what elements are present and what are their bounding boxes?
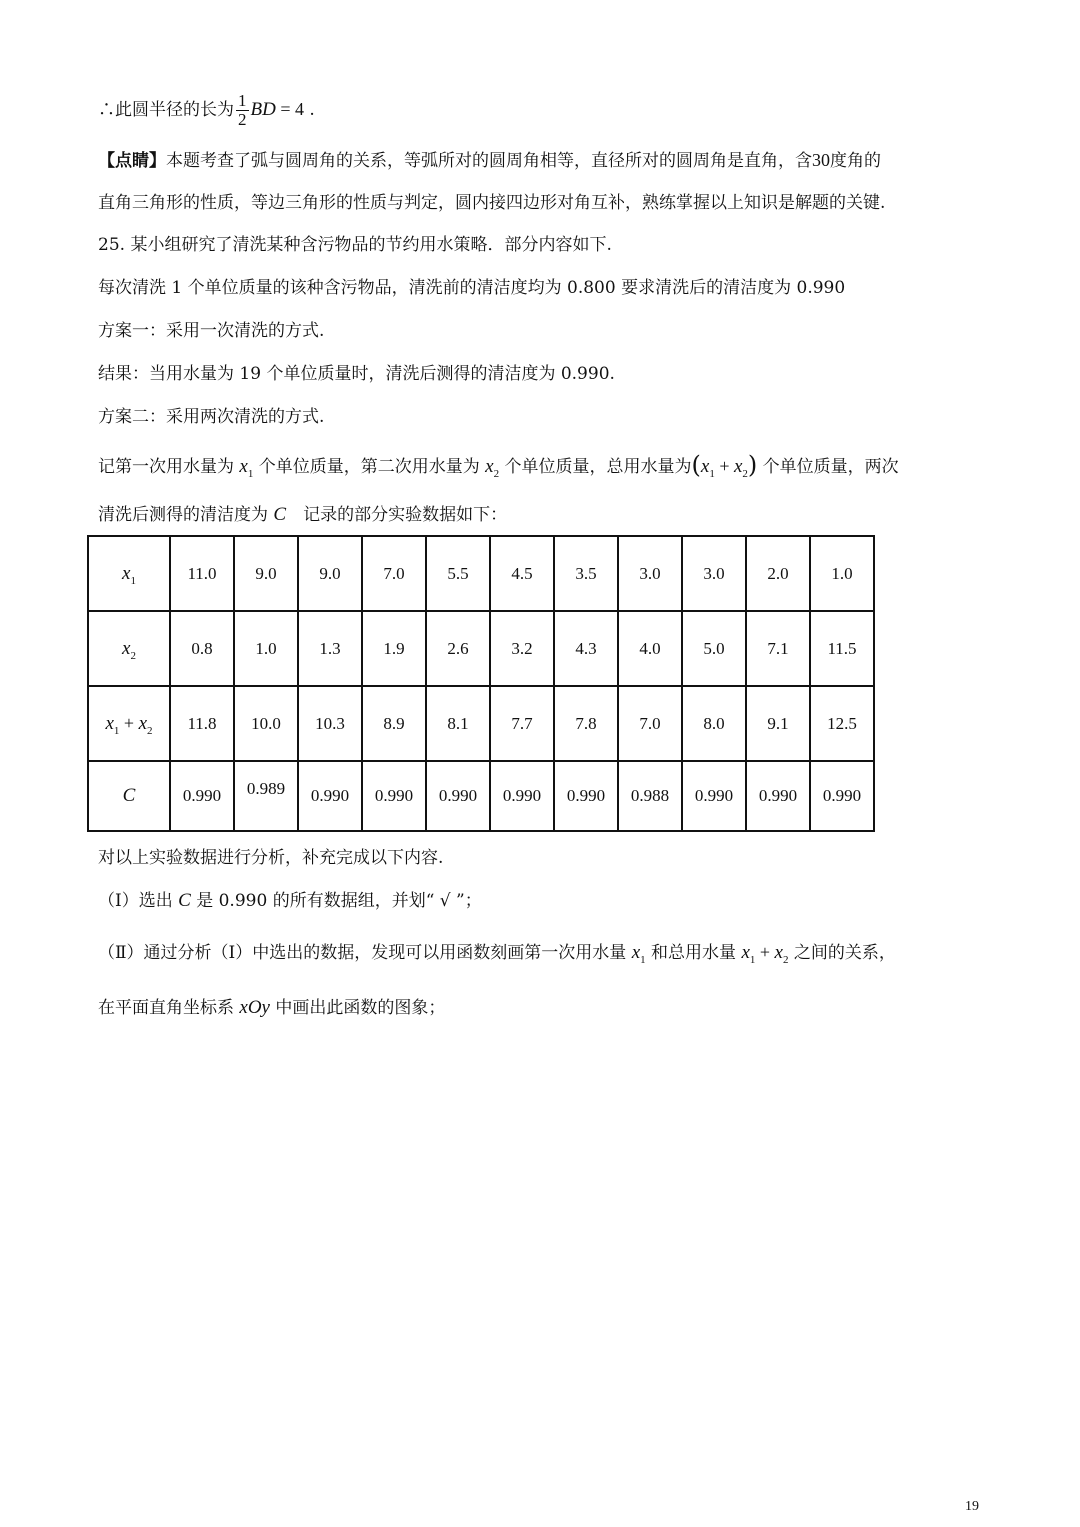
table-cell: 11.8 bbox=[170, 686, 234, 761]
fraction-denominator: 2 bbox=[238, 110, 247, 129]
cell-value: 0.989 bbox=[246, 779, 286, 798]
var-c: C bbox=[273, 504, 287, 525]
cleanliness-definition bbox=[98, 503, 507, 527]
var-x: x bbox=[239, 456, 248, 477]
table-cell: 0.990 bbox=[170, 761, 234, 831]
table-row-x2 bbox=[88, 611, 874, 686]
table-cell: 7.8 bbox=[554, 686, 618, 761]
table-cell: 4.3 bbox=[554, 611, 618, 686]
number-30: 30 bbox=[812, 150, 830, 170]
right-paren: ) bbox=[747, 451, 758, 479]
subscript: 2 bbox=[147, 724, 153, 737]
comment-label: 【点睛】 bbox=[98, 151, 166, 171]
table-cell: 0.990 bbox=[490, 761, 554, 831]
var-x: x bbox=[631, 942, 641, 963]
table-cell: 3.2 bbox=[490, 611, 554, 686]
text: 记第一次用水量为 bbox=[98, 457, 240, 477]
table-cell: 2.6 bbox=[426, 611, 490, 686]
plus: + bbox=[119, 712, 139, 733]
part-one bbox=[98, 889, 482, 913]
text: 个单位质量，两次 bbox=[757, 457, 899, 477]
table-cell: 1.0 bbox=[810, 536, 874, 611]
var-x: x bbox=[700, 456, 710, 477]
page-number: 19 bbox=[965, 1499, 979, 1514]
comment-line-1 bbox=[98, 148, 881, 173]
subscript: 2 bbox=[493, 468, 500, 480]
plan-one-result: 结果：当用水量为 19 个单位质量时，清洗后测得的清洁度为 0.990. bbox=[98, 364, 615, 384]
text: 本题考查了弧与圆周角的关系，等弧所对的圆周角相等，直径所对的圆周角是直角，含 bbox=[166, 151, 812, 171]
plus: + bbox=[714, 456, 734, 476]
var-c: C bbox=[178, 890, 191, 911]
table-cell: 1.0 bbox=[234, 611, 298, 686]
table-cell: 10.3 bbox=[298, 686, 362, 761]
table-cell: 1.9 bbox=[362, 611, 426, 686]
table-cell: 7.0 bbox=[618, 686, 682, 761]
table-cell: 0.8 bbox=[170, 611, 234, 686]
variable-definition bbox=[98, 452, 899, 481]
text: （Ⅱ）通过分析（Ⅰ）中选出的数据，发现可以用函数刻画第一次用水量 bbox=[98, 943, 632, 963]
row-header-x1 bbox=[88, 536, 170, 611]
subscript: 1 bbox=[640, 954, 646, 966]
table-cell: 8.1 bbox=[426, 686, 490, 761]
problem-25-title: 25. 某小组研究了清洗某种含污物品的节约用水策略．部分内容如下. bbox=[98, 235, 612, 255]
table-cell: 0.990 bbox=[298, 761, 362, 831]
text: 度角的 bbox=[830, 151, 881, 171]
text: 个单位质量，总用水量为 bbox=[499, 457, 692, 477]
equals-four: = 4 bbox=[275, 99, 304, 119]
subscript: 1 bbox=[749, 954, 756, 966]
var-x: x bbox=[733, 456, 743, 477]
var-x: x bbox=[122, 562, 131, 584]
table-cell: 3.0 bbox=[682, 536, 746, 611]
text: （Ⅰ）选出 bbox=[98, 891, 179, 911]
table-row-x1 bbox=[88, 536, 874, 611]
table-cell: 5.0 bbox=[682, 611, 746, 686]
experiment-data-table bbox=[87, 535, 875, 832]
table-cell: 0.990 bbox=[682, 761, 746, 831]
table-cell: 2.0 bbox=[746, 536, 810, 611]
row-header-c bbox=[88, 761, 170, 831]
part-two-continued bbox=[98, 996, 445, 1020]
table-cell: 0.990 bbox=[362, 761, 426, 831]
plan-one: 方案一：采用一次清洗的方式. bbox=[98, 321, 325, 341]
text: 是 0.990 的所有数据组，并划“ √ ”； bbox=[190, 891, 482, 911]
table-cell: 3.0 bbox=[618, 536, 682, 611]
plan-two: 方案二：采用两次清洗的方式. bbox=[98, 407, 325, 427]
table-row-sum bbox=[88, 686, 874, 761]
table-cell: 0.990 bbox=[746, 761, 810, 831]
table-cell: 0.990 bbox=[810, 761, 874, 831]
comment-line-2: 直角三角形的性质，等边三角形的性质与判定，圆内接四边形对角互补，熟练掌握以上知识是解题的关键. bbox=[98, 193, 886, 213]
var-x: x bbox=[774, 942, 783, 963]
table-cell: 5.5 bbox=[426, 536, 490, 611]
problem-setup: 每次清洗 1 个单位质量的该种含污物品，清洗前的清洁度均为 0.800 要求清洗后的清洁度为 0.990 bbox=[98, 278, 846, 298]
text: 中画出此函数的图象； bbox=[270, 998, 446, 1018]
subscript: 1 bbox=[130, 574, 136, 587]
table-row-c bbox=[88, 761, 874, 831]
table-cell: 4.5 bbox=[490, 536, 554, 611]
table-cell: 7.7 bbox=[490, 686, 554, 761]
text: 和总用水量 bbox=[645, 943, 742, 963]
subscript: 1 bbox=[113, 724, 120, 737]
table-cell: 0.988 bbox=[618, 761, 682, 831]
text: 之间的关系， bbox=[788, 943, 896, 963]
table-cell: 9.1 bbox=[746, 686, 810, 761]
row-header-x2 bbox=[88, 611, 170, 686]
table-cell: 1.3 bbox=[298, 611, 362, 686]
var-x: x bbox=[485, 456, 494, 477]
text: 在平面直角坐标系 bbox=[98, 998, 240, 1018]
subscript: 1 bbox=[247, 468, 254, 480]
var-x: x bbox=[741, 942, 750, 963]
table-cell bbox=[234, 761, 298, 831]
text: 清洗后测得的清洁度为 bbox=[98, 505, 274, 525]
var-x: x bbox=[105, 712, 114, 734]
table-cell: 7.1 bbox=[746, 611, 810, 686]
var-x: x bbox=[138, 712, 148, 734]
table-cell: 4.0 bbox=[618, 611, 682, 686]
table-cell: 0.990 bbox=[554, 761, 618, 831]
part-two bbox=[98, 940, 896, 967]
subscript: 1 bbox=[709, 468, 715, 480]
left-paren: ( bbox=[691, 451, 701, 479]
analysis-instruction: 对以上实验数据进行分析，补充完成以下内容. bbox=[98, 848, 444, 868]
radius-conclusion bbox=[98, 92, 315, 129]
table-cell: 11.5 bbox=[810, 611, 874, 686]
subscript: 2 bbox=[782, 954, 789, 966]
period: . bbox=[303, 100, 315, 120]
text: 个单位质量，第二次用水量为 bbox=[253, 457, 486, 477]
var-c: C bbox=[122, 785, 136, 806]
table-cell: 3.5 bbox=[554, 536, 618, 611]
fraction-one-half bbox=[236, 92, 249, 129]
table-cell: 0.990 bbox=[426, 761, 490, 831]
fraction-numerator: 1 bbox=[238, 91, 247, 110]
table-cell: 8.9 bbox=[362, 686, 426, 761]
table-cell: 7.0 bbox=[362, 536, 426, 611]
subscript: 2 bbox=[130, 649, 136, 662]
segment-bd: BD bbox=[250, 99, 276, 120]
table-cell: 10.0 bbox=[234, 686, 298, 761]
var-x: x bbox=[122, 637, 131, 659]
table-cell: 9.0 bbox=[234, 536, 298, 611]
plus: + bbox=[755, 942, 775, 962]
text: ∴此圆半径的长为 bbox=[98, 100, 234, 120]
table-cell: 9.0 bbox=[298, 536, 362, 611]
table-cell: 11.0 bbox=[170, 536, 234, 611]
coordinate-system-xoy: xOy bbox=[239, 997, 270, 1018]
subscript: 2 bbox=[742, 468, 748, 480]
text: 记录的部分实验数据如下： bbox=[286, 505, 508, 525]
table-cell: 8.0 bbox=[682, 686, 746, 761]
row-header-sum bbox=[88, 686, 170, 761]
table-cell: 12.5 bbox=[810, 686, 874, 761]
